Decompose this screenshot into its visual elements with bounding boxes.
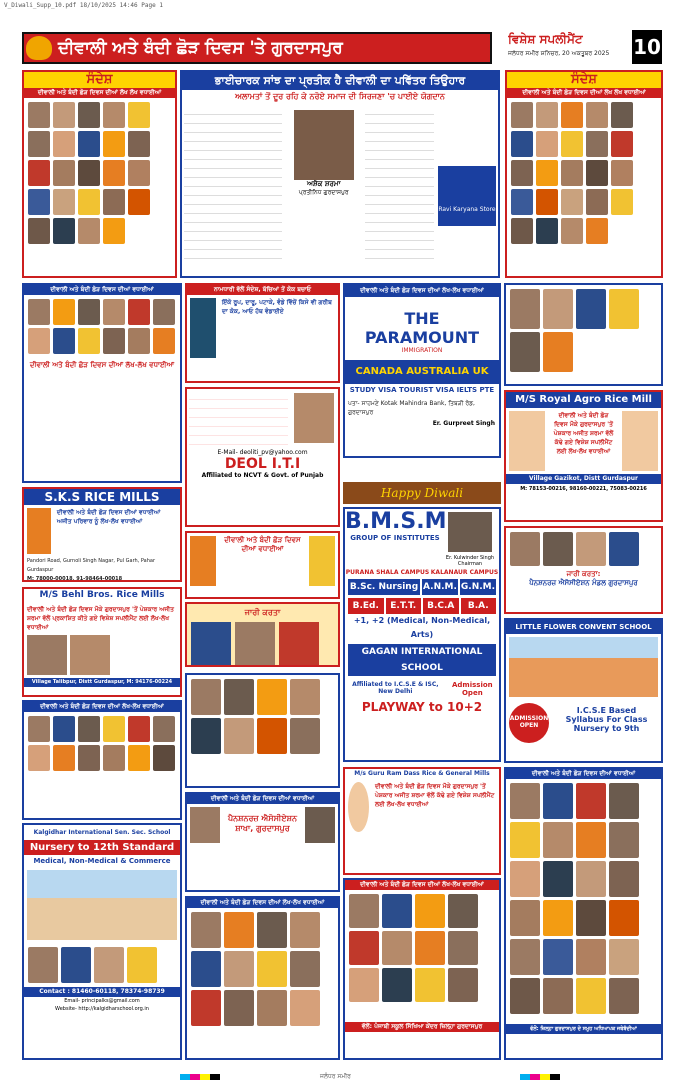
school-building-image (509, 637, 658, 697)
ad-title: S.K.S RICE MILLS (24, 489, 180, 505)
portrait (94, 947, 124, 983)
portrait (103, 160, 125, 186)
portrait (609, 861, 639, 897)
portrait (53, 189, 75, 215)
portrait (103, 131, 125, 157)
ad-greeting: ਦੀਵਾਲੀ ਅਤੇ ਬੰਦੀ ਛੋੜ ਦਿਵਸ ਦੀਆਂ ਲੱਖ-ਲੱਖ ਵਧਾਈਆਂ (345, 285, 499, 297)
royal-agro-rice-mill-ad (504, 390, 663, 522)
panel-title: ਸੰਦੇਸ਼ (24, 72, 175, 88)
portrait (28, 131, 50, 157)
portrait (415, 968, 445, 1002)
portrait (510, 783, 540, 819)
portrait-grid (24, 943, 180, 987)
portrait (53, 328, 75, 354)
greetings-panel-2 (22, 700, 182, 820)
portrait (349, 931, 379, 965)
portrait (611, 131, 633, 157)
portrait (128, 745, 150, 771)
course-ba: B.A. (461, 598, 497, 614)
portrait (191, 990, 221, 1026)
portrait (103, 299, 125, 325)
course-gnm: G.N.M. (460, 579, 496, 595)
portrait (510, 532, 540, 566)
panel-title: ਦੀਵਾਲੀ ਅਤੇ ਬੰਦੀ ਛੋੜ ਦਿਵਸ ਦੀਆਂ ਵਧਾਈਆਂ (187, 794, 338, 804)
owner-photo (27, 635, 67, 675)
portrait (609, 939, 639, 975)
ad-title: M/S Behl Bros. Rice Mills (39, 590, 165, 600)
school-email: Email- principalks@gmail.com (64, 998, 140, 1004)
portrait-grid (187, 908, 338, 1030)
portrait (128, 299, 150, 325)
portrait (190, 807, 220, 843)
portrait (128, 328, 150, 354)
portrait (611, 102, 633, 128)
portrait-grid (506, 779, 661, 1018)
portrait (448, 894, 478, 928)
panel-title: ਦੀਵਾਲੀ ਅਤੇ ਬੰਦੀ ਛੋੜ ਦਿਵਸ ਦੀਆਂ ਲੱਖ-ਲੱਖ ਵਧਾਈਆਂ (345, 880, 499, 890)
portrait (561, 218, 583, 244)
gagan-admission: Admission Open (452, 681, 493, 697)
store-ad: Ravi Karyana Store (438, 166, 496, 226)
right-message-panel (505, 70, 663, 278)
portrait (561, 131, 583, 157)
portrait (28, 947, 58, 983)
course-ett: E.T.T. (386, 598, 422, 614)
footer-label: ਜਲੰਧਰ ਸਮੀਰ (320, 1073, 351, 1080)
greetings-panel-col3 (343, 878, 501, 1060)
owner-photo (70, 635, 110, 675)
panel-title: ਦੀਵਾਲੀ ਅਤੇ ਬੰਦੀ ਛੋੜ ਦਿਵਸ ਦੀਆਂ ਵਧਾਈਆਂ (24, 285, 180, 295)
portrait (224, 679, 254, 715)
namdhari-message (185, 283, 340, 383)
course-anm: A.N.M. (422, 579, 458, 595)
portrait (609, 289, 639, 329)
school-name: LITTLE FLOWER CONVENT SCHOOL (506, 620, 661, 634)
portrait (448, 968, 478, 1002)
page-number: 10 (632, 30, 662, 64)
portrait (128, 189, 150, 215)
portrait (609, 822, 639, 858)
portrait (103, 328, 125, 354)
portrait (61, 947, 91, 983)
pensioners-mandal-panel (504, 526, 663, 614)
pensioners-panel (185, 792, 340, 892)
portrait (128, 102, 150, 128)
pensioners-name: ਪੈਨਸ਼ਨਰਜ਼ ਐਸੋਸੀਏਸ਼ਨ ਮੰਡਲ ਗੁਰਦਾਸਪੁਰ (529, 579, 638, 587)
portrait (305, 807, 335, 843)
portrait-grid (506, 285, 661, 376)
panel-subtitle: ਦੀਵਾਲੀ ਅਤੇ ਬੰਦੀ ਛੋੜ ਦਿਵਸ ਦੀਆਂ ਲੱਖ ਲੱਖ ਵਧਾਈਆਂ (24, 88, 175, 98)
color-bar (520, 1074, 560, 1080)
bmsm-title: B.M.S.M (345, 509, 447, 534)
portrait (290, 990, 320, 1026)
portrait (28, 328, 50, 354)
portrait (127, 947, 157, 983)
folded-hands-icon (622, 411, 658, 471)
chairman-photo (448, 512, 492, 552)
portrait (28, 160, 50, 186)
portrait (257, 951, 287, 987)
portrait (53, 716, 75, 742)
portrait (586, 102, 608, 128)
portrait (609, 900, 639, 936)
campus-2: KALANAUR CAMPUS (430, 569, 499, 576)
author-photo (294, 110, 354, 180)
school-contact: Contact : 81460-60118, 78374-98739 (24, 987, 180, 997)
portrait (28, 189, 50, 215)
portrait (543, 900, 573, 936)
portrait (448, 931, 478, 965)
portrait (576, 939, 606, 975)
portrait (224, 990, 254, 1026)
ad-address: ਪਤਾ- ਸਾਹਮਣੇ Kotak Mahindra Bank, ਤਿਬੜੀ ਰੋਡ, ਗੁਰਦਾਸਪੁਰ (348, 400, 475, 416)
portrait (153, 299, 175, 325)
masthead-title: ਦੀਵਾਲੀ ਅਤੇ ਬੰਦੀ ਛੋੜ ਦਿਵਸ 'ਤੇ ਗੁਰਦਾਸਪੁਰ (22, 32, 492, 64)
portrait-grid (187, 675, 338, 758)
playway-label: PLAYWAY to 10+2 (361, 700, 483, 714)
portrait (191, 951, 221, 987)
portrait-grid (24, 98, 175, 248)
portrait (28, 299, 50, 325)
portrait (235, 622, 275, 666)
ad-text: ਦੀਵਾਲੀ ਅਤੇ ਬੰਦੀ ਛੋੜ ਦਿਵਸ ਦੀਆਂ ਵਧਾਈਆਂ ਅਜੀਤ ਪਰਿਵਾਰ ਨੂੰ ਲੱਖ-ਲੱਖ ਵਧਾਈਆਂ (56, 509, 161, 525)
portrait (510, 289, 540, 329)
portrait (103, 745, 125, 771)
panel-subtitle: ਦੀਵਾਲੀ ਅਤੇ ਬੰਦੀ ਛੋੜ ਦਿਵਸ ਦੀਆਂ ਲੱਖ ਲੱਖ ਵਧਾਈਆਂ (507, 88, 661, 98)
portrait (349, 894, 379, 928)
portrait (536, 218, 558, 244)
page-footer (0, 1072, 687, 1085)
author-title: ਪ੍ਰਤੀਨਿਧ ਗੁਰਦਾਸਪੁਰ (298, 189, 349, 196)
paramount-immigration-ad (343, 283, 501, 458)
portrait (543, 822, 573, 858)
portrait (576, 822, 606, 858)
portrait (191, 679, 221, 715)
ad-title: THE PARAMOUNT (364, 309, 480, 347)
portrait (78, 716, 100, 742)
panel-footer: ਵੱਲੋਂ: ਜ਼ਿਲ੍ਹਾ ਗੁਰਦਾਸਪੁਰ ਦੇ ਸਮੂਹ ਅਧਿਆਪਕ ਜਥੇਬੰਦੀਆਂ (506, 1024, 661, 1034)
panel-title: ਦੀਵਾਲੀ ਅਤੇ ਬੰਦੀ ਛੋੜ ਦਿਵਸ ਦੀਆਂ ਵਧਾਈਆਂ (506, 769, 661, 779)
greeting-text: ਦੀਵਾਲੀ ਅਤੇ ਬੰਦੀ ਛੋੜ ਦਿਵਸ ਦੀਆਂ ਵਧਾਈਆਂ (224, 536, 301, 553)
school-website: Website- http://kalgidharschool.org.in (55, 1006, 149, 1012)
print-info-strip: V_Diwali_Supp_10.pdf 18/10/2025 14:46 Page 1 (4, 2, 163, 9)
countries-banner: CANADA AUSTRALIA UK (345, 360, 499, 384)
course-bed: B.Ed. (348, 598, 384, 614)
school-syllabus: I.C.S.E Based Syllabus For Class Nursery to 9th (565, 706, 648, 733)
greetings-panel-col4-b (504, 767, 663, 1060)
portrait (28, 745, 50, 771)
portrait (290, 951, 320, 987)
portrait (191, 622, 231, 666)
panel-title: ਦੀਵਾਲੀ ਅਤੇ ਬੰਦੀ ਛੋੜ ਦਿਵਸ ਦੀਆਂ ਲੱਖ-ਲੱਖ ਵਧਾਈਆਂ (24, 702, 180, 712)
little-flower-school-ad (504, 618, 663, 763)
portrait-grid (507, 98, 661, 248)
portrait (103, 218, 125, 244)
owner-photo (27, 508, 51, 554)
portrait (543, 783, 573, 819)
portrait (382, 931, 412, 965)
portrait (536, 102, 558, 128)
happy-diwali-banner: Happy Diwali (343, 482, 501, 504)
folded-hands-icon (348, 782, 369, 832)
portrait (543, 289, 573, 329)
portrait (257, 718, 287, 754)
portrait (543, 978, 573, 1014)
author-photo (190, 298, 216, 358)
portrait (257, 679, 287, 715)
portrait (511, 102, 533, 128)
portrait (78, 745, 100, 771)
issuer-label: ਜਾਰੀ ਕਰਤਾ (244, 608, 281, 617)
portrait (78, 328, 100, 354)
deol-title: DEOL I.T.I (224, 456, 301, 472)
greetings-panel-col2 (185, 531, 340, 599)
portrait (257, 912, 287, 948)
portrait (191, 718, 221, 754)
behl-bros-ad (22, 587, 182, 697)
portrait (103, 189, 125, 215)
portrait (561, 102, 583, 128)
ad-address: Village Talibpur, Distt Gurdaspur, M: 94176-00224 (24, 678, 180, 687)
greetings-panel (22, 283, 182, 483)
portrait (576, 978, 606, 1014)
message-text: ਇੱਕੋ ਰੂਪ, ਦਾਰੂ, ਪਟਾਕੇ, ਵੰਡੇ ਵਿੱਚੋਂ ਕਿਸੇ ਵੀ ਗਰੀਬ ਦਾ ਕੋਕ, ਆਓ ਹੱਥ ਵੰਡਾਈਏ (222, 299, 332, 315)
portrait (609, 532, 639, 566)
portrait (128, 160, 150, 186)
portrait (611, 160, 633, 186)
deol-iti-ad (185, 387, 340, 527)
ad-text: ਦੀਵਾਲੀ ਅਤੇ ਬੰਦੀ ਛੋੜ ਦਿਵਸ ਮੌਕੇ ਗੁਰਦਾਸਪੁਰ 'ਤੋਂ ਪੇਸ਼ਕਾਰ ਅਜੀਤ ਸ਼ਰਮਾ ਵੱਲੋਂ ਕੱਢੇ ਗਏ ਵਿਸ਼ੇਸ਼ ਸਪਲੀਮੈਂਟ ਲਈ ਲੱਖ-ਲੱਖ ਵਧਾਈਆਂ (553, 412, 614, 455)
portrait (415, 894, 445, 928)
ad-text: ਦੀਵਾਲੀ ਅਤੇ ਬੰਦੀ ਛੋੜ ਦਿਵਸ ਮੌਕੇ ਗੁਰਦਾਸਪੁਰ 'ਤੋਂ ਪੇਸ਼ਕਾਰ ਅਜੀਤ ਸ਼ਰਮਾ ਵੱਲੋਂ ਕੱਢੇ ਗਏ ਵਿਸ਼ੇਸ਼ ਸਪਲੀਮੈਂਟ ਲਈ ਲੱਖ-ਲੱਖ ਵਧਾਈਆਂ (375, 783, 495, 808)
plus-two-streams: +1, +2 (Medical, Non-Medical, Arts) (353, 616, 491, 639)
portrait (561, 189, 583, 215)
center-article (180, 70, 500, 278)
portrait (28, 716, 50, 742)
portrait (53, 160, 75, 186)
color-bar (180, 1074, 220, 1080)
portrait (53, 745, 75, 771)
portrait (224, 912, 254, 948)
supplement-date: ਜਲੰਧਰ ਸਮੀਰ ਸ਼ਨਿਚਰ, 20 ਅਕਤੂਬਰ 2025 (508, 50, 610, 57)
portrait (153, 716, 175, 742)
portrait (128, 131, 150, 157)
portrait (510, 978, 540, 1014)
article-column (184, 106, 282, 266)
greetings-panel-col4 (504, 283, 663, 386)
portrait (78, 160, 100, 186)
gagan-school-title: GAGAN INTERNATIONAL SCHOOL (348, 644, 496, 676)
portrait (586, 218, 608, 244)
jaari-karta-panel (185, 602, 340, 667)
folded-hands-icon (509, 411, 545, 471)
greeting-text: ਦੀਵਾਲੀ ਅਤੇ ਬੰਦੀ ਛੋੜ ਦਿਵਸ ਦੀਆਂ ਲੱਖ-ਲੱਖ ਵਧਾਈਆਂ (29, 361, 175, 369)
issuer-label: ਜਾਰੀ ਕਰਤਾ: (566, 570, 601, 578)
portrait-grid (24, 295, 180, 358)
admission-badge: ADMISSION OPEN (509, 703, 549, 743)
portrait (53, 218, 75, 244)
portrait (586, 160, 608, 186)
ad-person: Er. Gurpreet Singh (432, 420, 495, 427)
deol-email: E-Mail- deoliti_pv@yahoo.com (217, 449, 308, 456)
portrait (511, 218, 533, 244)
sks-rice-mills-ad (22, 487, 182, 582)
portrait (103, 716, 125, 742)
portrait (511, 189, 533, 215)
portrait (28, 102, 50, 128)
portrait (609, 978, 639, 1014)
message-title: ਨਾਮਧਾਰੀ ਵੱਲੋਂ ਸੰਦੇਸ਼, ਬੱਚਿਆਂ ਤੋਂ ਕੋਕ ਬਚਾਓ (187, 285, 338, 295)
ad-address: Pandori Road, Gurnoli Singh Nagar, Pul Garh, Pahar Gurdaspur (27, 558, 156, 573)
portrait (290, 718, 320, 754)
portrait (153, 745, 175, 771)
bmsm-subtitle: GROUP OF INSTITUTES (350, 534, 440, 542)
portrait (586, 131, 608, 157)
ad-subtitle: IMMIGRATION (401, 347, 443, 354)
pensioners-name: ਪੈਨਸ਼ਨਰਜ਼ ਐਸੋਸੀਏਸ਼ਨ ਸ਼ਾਖਾ, ਗੁਰਦਾਸਪੁਰ (227, 814, 297, 833)
ad-phone: M: 78000-00018, 91-98464-00018 (27, 576, 123, 582)
gagan-affiliation: Affiliated to I.C.S.E & ISC, New Delhi (352, 681, 439, 695)
portrait (536, 189, 558, 215)
left-message-panel (22, 70, 177, 278)
portrait (536, 160, 558, 186)
portrait (543, 939, 573, 975)
ad-title: M/s Guru Ram Dass Rice & General Mills (354, 770, 490, 777)
panel-title: ਸੰਦੇਸ਼ (507, 72, 661, 88)
portrait (510, 332, 540, 372)
portrait (609, 783, 639, 819)
portrait (576, 289, 606, 329)
portrait (190, 536, 216, 586)
portrait (224, 951, 254, 987)
portrait-grid (24, 712, 180, 775)
portrait (78, 131, 100, 157)
portrait (257, 990, 287, 1026)
diya-icon (26, 36, 52, 60)
portrait (53, 131, 75, 157)
portrait (78, 189, 100, 215)
portrait (536, 131, 558, 157)
panel-footer: ਵੱਲੋਂ: ਪੰਜਾਬੀ ਸਕੂਲ ਸਿੱਖਿਆ ਕੇਂਦਰ ਜ਼ਿਲ੍ਹਾ ਗੁਰਦਾਸਪੁਰ (345, 1022, 499, 1032)
portrait (28, 218, 50, 244)
portrait (561, 160, 583, 186)
author-name: ਅਸ਼ੋਕ ਸ਼ਰਮਾ (307, 180, 341, 188)
course-bca: B.C.A (423, 598, 459, 614)
portrait (543, 332, 573, 372)
greetings-panel-col2-c (185, 896, 340, 1060)
portrait (576, 532, 606, 566)
ad-title: M/S Royal Agro Rice Mill (506, 392, 661, 408)
portrait (576, 783, 606, 819)
portrait (576, 900, 606, 936)
portrait-grid (506, 528, 661, 570)
owner-photo (294, 393, 334, 443)
portrait-grid (345, 890, 499, 1006)
supplement-label: ਵਿਸ਼ੇਸ਼ ਸਪਲੀਮੈਂਟ (508, 32, 583, 46)
ad-address: Village Gazikot, Distt Gurdaspur (506, 474, 661, 484)
school-name: Kalgidhar International Sen. Sec. School (33, 829, 171, 836)
portrait (382, 894, 412, 928)
portrait (543, 861, 573, 897)
portrait (511, 131, 533, 157)
school-streams: Medical, Non-Medical & Commerce (33, 857, 171, 865)
guru-ram-dass-rice-ad (343, 767, 501, 875)
ad-text: ਦੀਵਾਲੀ ਅਤੇ ਬੰਦੀ ਛੋੜ ਦਿਵਸ ਮੌਕੇ ਗੁਰਦਾਸਪੁਰ 'ਤੋਂ ਪੇਸ਼ਕਾਰ ਅਜੀਤ ਸ਼ਰਮਾ ਵੱਲੋਂ ਪ੍ਰਕਾਸ਼ਿਤ ਕੀਤੇ ਗਏ ਵਿਸ਼ੇਸ਼ ਸਪਲੀਮੈਂਟ ਲਈ ਲੱਖ-ਲੱਖ ਵਧਾਈਆਂ (27, 606, 174, 631)
kalgidhar-school-ad (22, 823, 182, 1060)
portrait (415, 931, 445, 965)
portrait (224, 718, 254, 754)
portrait (309, 536, 335, 586)
school-classes: Nursery to 12th Standard (24, 840, 180, 855)
portrait (576, 861, 606, 897)
course-bsc-nursing: B.Sc. Nursing (348, 579, 420, 595)
school-building-image (27, 870, 177, 940)
portrait (510, 939, 540, 975)
portrait (78, 299, 100, 325)
greetings-panel-col2-b (185, 673, 340, 788)
article-banner: ਭਾਈਚਾਰਕ ਸਾਂਝ ਦਾ ਪ੍ਰਤੀਕ ਹੈ ਦੀਵਾਲੀ ਦਾ ਪਵਿੱਤਰ ਤਿਉਹਾਰ (182, 72, 498, 90)
portrait (382, 968, 412, 1002)
portrait (510, 900, 540, 936)
portrait (78, 102, 100, 128)
portrait (279, 622, 319, 666)
portrait (511, 160, 533, 186)
ad-phone: M: 78153-00216, 98160-00221, 75083-00216 (520, 486, 647, 492)
portrait (290, 679, 320, 715)
portrait (510, 822, 540, 858)
portrait (290, 912, 320, 948)
portrait (53, 299, 75, 325)
portrait (586, 189, 608, 215)
portrait (153, 328, 175, 354)
portrait (611, 189, 633, 215)
deol-affiliation: Affiliated to NCVT & Govt. of Punjab (201, 472, 324, 479)
chairman-name: Er. Kulwinder Singh Chairman (445, 555, 495, 567)
portrait (191, 912, 221, 948)
article-column (365, 106, 434, 266)
portrait (349, 968, 379, 1002)
visa-types: STUDY VISA TOURIST VISA IELTS PTE (349, 386, 495, 394)
panel-title: ਦੀਵਾਲੀ ਅਤੇ ਬੰਦੀ ਛੋੜ ਦਿਵਸ ਦੀਆਂ ਲੱਖ-ਲੱਖ ਵਧਾਈਆਂ (187, 898, 338, 908)
portrait (53, 102, 75, 128)
portrait (510, 861, 540, 897)
portrait (543, 532, 573, 566)
ad-text-block (189, 391, 288, 447)
portrait (78, 218, 100, 244)
article-subhead: ਅਲਾਮਤਾਂ ਤੋਂ ਦੂਰ ਰਹਿ ਕੇ ਨਰੋਏ ਸਮਾਜ ਦੀ ਸਿਰਜਣਾ 'ਚ ਪਾਈਏ ਯੋਗਦਾਨ (235, 92, 445, 101)
campus-1: PURANA SHALA CAMPUS (345, 569, 430, 576)
portrait (103, 102, 125, 128)
bmsm-institutes-ad (343, 507, 501, 762)
portrait (128, 716, 150, 742)
